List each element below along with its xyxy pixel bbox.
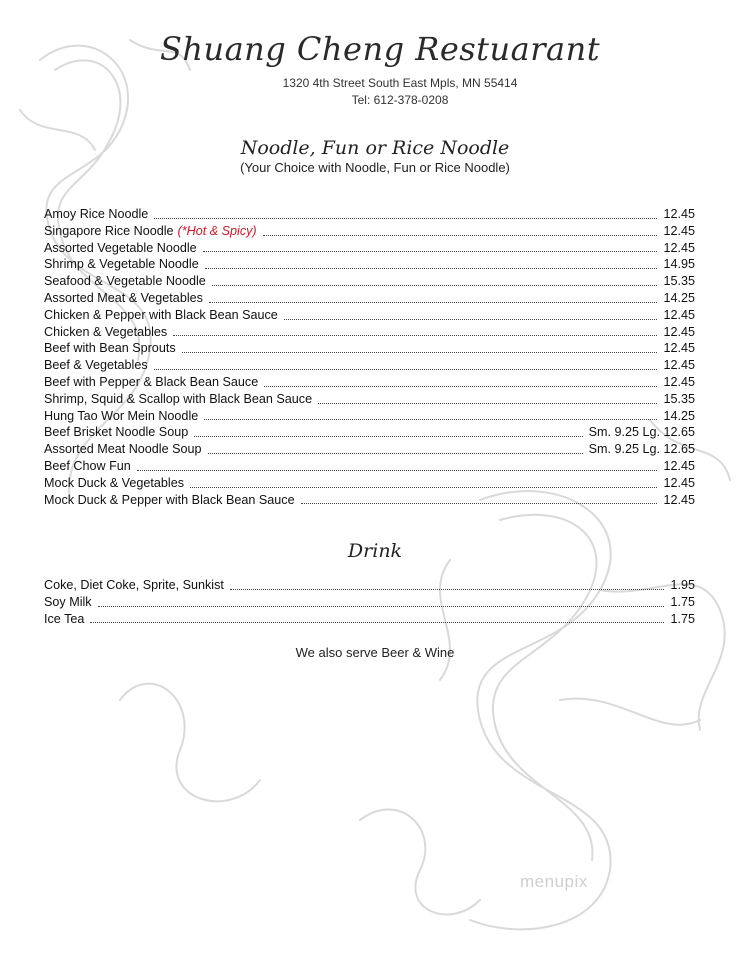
menu-item-row: [44, 424, 695, 441]
dot-leader: [204, 418, 657, 420]
menu-item-price: 12.45: [663, 475, 695, 490]
dot-leader: [182, 351, 658, 353]
menu-item-name: Shrimp, Squid & Scallop with Black Bean Sauce: [44, 391, 313, 406]
menu-item-price: 14.25: [663, 290, 695, 305]
dot-leader: [264, 385, 657, 387]
menu-item-name: Assorted Vegetable Noodle: [44, 240, 197, 255]
menupix-watermark: menupix: [520, 872, 588, 891]
menu-item-name: Chicken & Vegetables: [44, 324, 168, 339]
menu-item-price: 1.75: [670, 594, 695, 609]
menu-item-price: 1.95: [670, 578, 695, 592]
menu-item-name: Hung Tao Wor Mein Noodle: [44, 408, 199, 423]
menu-item-price: 12.45: [663, 492, 695, 507]
menu-item-price: 12.45: [663, 223, 695, 238]
menu-item-price: 12.45: [663, 358, 695, 373]
spicy-note: (*Hot & Spicy): [177, 223, 257, 238]
menu-item-row: [44, 206, 695, 223]
dot-leader: [154, 217, 657, 219]
menu-item-price: 12.45: [663, 240, 695, 255]
menu-item-name: Mock Duck & Pepper with Black Bean Sauce: [44, 492, 295, 507]
menu-item-name: Chicken & Pepper with Black Bean Sauce: [44, 307, 278, 322]
menu-item-row: [44, 441, 695, 458]
menu-item-row: [44, 340, 695, 357]
dot-leader: [263, 234, 658, 236]
menu-item-name: Beef Brisket Noodle Soup: [44, 425, 189, 440]
menu-item-name: Seafood & Vegetable Noodle: [44, 274, 206, 289]
dot-leader: [98, 605, 665, 607]
drink-section-title: Drink: [347, 540, 403, 562]
menu-item-name: Beef & Vegetables: [44, 358, 148, 373]
menu-item-price: 12.45: [663, 307, 695, 322]
menu-item-row: [44, 374, 695, 391]
dot-leader: [205, 267, 658, 269]
menu-item-row: [44, 492, 695, 509]
noodle-section-subtitle: (Your Choice with Noodle, Fun or Rice Noodle): [240, 160, 510, 175]
menu-item-price: 12.45: [663, 458, 695, 473]
dot-leader: [208, 452, 583, 454]
menu-item-price: 14.25: [663, 408, 695, 423]
menu-item-row: [44, 475, 695, 492]
dot-leader: [230, 588, 665, 590]
menu-item-name: Beef Chow Fun: [44, 458, 131, 473]
dot-leader: [318, 402, 657, 404]
menu-item-name: Ice Tea: [44, 611, 85, 626]
dot-leader: [90, 621, 664, 623]
menu-item-row: [44, 223, 695, 240]
restaurant-name: Shuang Cheng Restuarant: [159, 30, 601, 68]
menu-item-name: Beef with Bean Sprouts: [44, 341, 176, 356]
beer-wine-note: We also serve Beer & Wine: [295, 645, 455, 660]
dot-leader: [284, 318, 658, 320]
menu-item-row: [44, 391, 695, 408]
menu-item-name: Beef with Pepper & Black Bean Sauce: [44, 374, 259, 389]
menu-item-row: [44, 307, 695, 324]
menu-item-price: 15.35: [663, 274, 695, 289]
noodle-menu-list: [44, 206, 695, 508]
drink-menu-list: [44, 577, 695, 627]
menu-item-row: [44, 273, 695, 290]
menu-item-row: [44, 324, 695, 341]
dot-leader: [154, 368, 658, 370]
menu-item-row: [44, 290, 695, 307]
menu-item-name: Shrimp & Vegetable Noodle: [44, 257, 199, 272]
menu-item-price: 12.45: [663, 324, 695, 339]
dot-leader: [209, 301, 658, 303]
restaurant-address: 1320 4th Street South East Mpls, MN 55414: [282, 76, 518, 90]
menu-item-name: Singapore Rice Noodle: [44, 223, 174, 238]
menu-item-name: Assorted Meat Noodle Soup: [44, 442, 202, 457]
menu-item-name: Soy Milk: [44, 594, 92, 609]
dot-leader: [194, 435, 582, 437]
menu-item-row: [44, 594, 695, 611]
dot-leader: [203, 250, 658, 252]
menu-item-row: [44, 577, 695, 594]
dot-leader: [173, 334, 657, 336]
menu-item-name: Amoy Rice Noodle: [44, 207, 149, 221]
menu-item-price: 1.75: [670, 611, 695, 626]
menu-item-row: [44, 458, 695, 475]
menu-item-price: Sm. 9.25 Lg. 12.65: [588, 425, 695, 440]
menu-item-price: 15.35: [663, 391, 695, 406]
menu-item-row: [44, 408, 695, 425]
menu-item-price: Sm. 9.25 Lg. 12.65: [588, 442, 695, 457]
menu-item-row: [44, 256, 695, 273]
menu-item-row: [44, 357, 695, 374]
noodle-section-title: Noodle, Fun or Rice Noodle: [240, 137, 510, 159]
dot-leader: [190, 486, 657, 488]
restaurant-phone: Tel: 612-378-0208: [351, 93, 449, 107]
menu-item-name: Assorted Meat & Vegetables: [44, 290, 203, 305]
dot-leader: [137, 469, 658, 471]
menu-item-price: 12.45: [663, 374, 695, 389]
menu-item-price: 12.45: [663, 207, 695, 221]
menu-item-price: 14.95: [663, 257, 695, 272]
menu-item-name: Coke, Diet Coke, Sprite, Sunkist: [44, 578, 224, 592]
menu-item-row: [44, 611, 695, 628]
menu-item-name: Mock Duck & Vegetables: [44, 475, 185, 490]
menu-item-price: 12.45: [663, 341, 695, 356]
dot-leader: [212, 284, 658, 286]
menu-item-row: [44, 240, 695, 257]
restaurant-header: [0, 30, 750, 107]
dot-leader: [301, 502, 658, 504]
